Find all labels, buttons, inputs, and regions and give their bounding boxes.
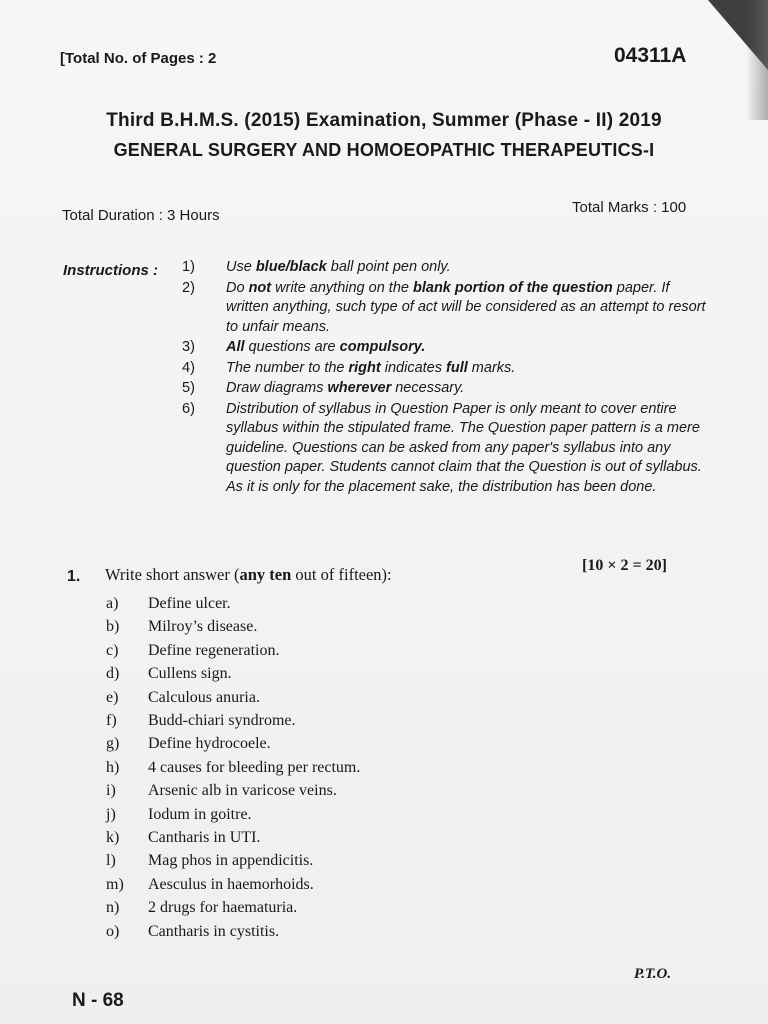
sub-question-letter: e): [106, 688, 119, 706]
sub-question-text: Define hydrocoele.: [148, 735, 271, 753]
sub-question-item: [106, 849, 566, 872]
sub-question-text: Cantharis in UTI.: [148, 829, 261, 847]
sub-question-text: Milroy’s disease.: [148, 618, 258, 636]
sub-question-item: [106, 615, 566, 638]
question-text: Write short answer (any ten out of fifteen):: [105, 565, 392, 584]
exam-title: Third B.H.M.S. (2015) Examination, Summer (Phase - II) 2019: [106, 110, 662, 131]
question-number: 1.: [67, 568, 81, 585]
footer-code: N - 68: [72, 990, 124, 1011]
sub-question-letter: j): [106, 805, 116, 823]
sub-question-item: [106, 779, 566, 802]
instruction-text: Draw diagrams wherever necessary.: [226, 380, 465, 396]
sub-question-text: Cullens sign.: [148, 665, 232, 683]
sub-question-text: Mag phos in appendicitis.: [148, 852, 314, 870]
instruction-number: 2): [182, 279, 195, 296]
instruction-number: 5): [182, 380, 195, 396]
sub-question-letter: g): [106, 735, 120, 753]
sub-question-text: Arsenic alb in varicose veins.: [148, 782, 337, 800]
paper-code: 04311A: [614, 44, 687, 67]
sub-question-text: Define ulcer.: [148, 595, 231, 612]
sub-question-letter: o): [106, 922, 120, 940]
sub-question-letter: l): [106, 852, 116, 870]
sub-question-text: 4 causes for bleeding per rectum.: [148, 758, 361, 776]
instructions-list: [178, 258, 708, 498]
sub-question-item: [106, 826, 566, 849]
sub-question-item: [106, 662, 566, 685]
instruction-item: [178, 279, 708, 338]
instruction-text: Do not write anything on the blank portion of the question paper. If written anything, such type of act will be considered as an attempt to resort to unfair means.: [226, 279, 706, 335]
page-edge-shadow: [746, 0, 768, 120]
sub-question-letter: b): [106, 618, 120, 636]
sub-question-list: [106, 592, 566, 943]
sub-question-text: Cantharis in cystitis.: [148, 922, 280, 940]
total-pages-label: [Total No. of Pages : 2: [60, 50, 217, 67]
sub-question-item: [106, 896, 566, 919]
sub-question-text: Iodum in goitre.: [148, 805, 252, 823]
sub-question-text: Budd-chiari syndrome.: [148, 712, 296, 730]
sub-question-item: [106, 803, 566, 826]
instruction-number: 1): [182, 259, 195, 275]
sub-question-letter: m): [106, 875, 124, 893]
sub-question-item: [106, 732, 566, 755]
sub-question-letter: f): [106, 712, 117, 730]
sub-question-letter: n): [106, 899, 120, 917]
sub-question-letter: a): [106, 595, 119, 612]
pto-label: P.T.O.: [634, 966, 672, 982]
instruction-item: [178, 359, 708, 379]
sub-question-item: [106, 686, 566, 709]
sub-question-letter: c): [106, 641, 119, 659]
sub-question-letter: h): [106, 758, 120, 776]
sub-question-letter: k): [106, 829, 120, 847]
instruction-number: 6): [182, 400, 195, 417]
sub-question-item: [106, 920, 566, 943]
instruction-item: [178, 400, 708, 498]
sub-question-text: 2 drugs for haematuria.: [148, 899, 298, 917]
instruction-text: All questions are compulsory.: [226, 339, 426, 355]
instruction-number: 4): [182, 359, 195, 376]
instructions-label: Instructions :: [63, 262, 159, 279]
instruction-number: 3): [182, 339, 195, 355]
instruction-text: The number to the right indicates full marks.: [226, 359, 516, 376]
sub-question-item: [106, 756, 566, 779]
sub-question-text: Aesculus in haemorhoids.: [148, 875, 314, 893]
sub-question-item: [106, 709, 566, 732]
sub-question-letter: d): [106, 665, 120, 683]
instruction-item: [178, 379, 708, 399]
sub-question-text: Calculous anuria.: [148, 688, 260, 706]
instruction-item: [178, 258, 708, 278]
sub-question-item: [106, 592, 566, 615]
subject-title: GENERAL SURGERY AND HOMOEOPATHIC THERAPEUTICS-I: [113, 140, 655, 160]
instruction-text: Distribution of syllabus in Question Paper is only meant to cover entire syllabus within the stipulated frame. The Question paper pattern is a mere guideline. Questions can be asked from any paper's syllabus into any question paper. Students cannot claim that the Question is out of syllabus. As it is only for the placement sake, the distribution has been done.: [226, 400, 702, 495]
instruction-text: Use blue/black ball point pen only.: [226, 259, 451, 275]
sub-question-text: Define regeneration.: [148, 641, 280, 659]
sub-question-letter: i): [106, 782, 116, 800]
total-duration: Total Duration : 3 Hours: [62, 207, 220, 224]
question-marks: [10 × 2 = 20]: [582, 557, 667, 574]
total-marks: Total Marks : 100: [572, 199, 687, 216]
instruction-item: [178, 338, 708, 358]
sub-question-item: [106, 873, 566, 896]
sub-question-item: [106, 639, 566, 662]
